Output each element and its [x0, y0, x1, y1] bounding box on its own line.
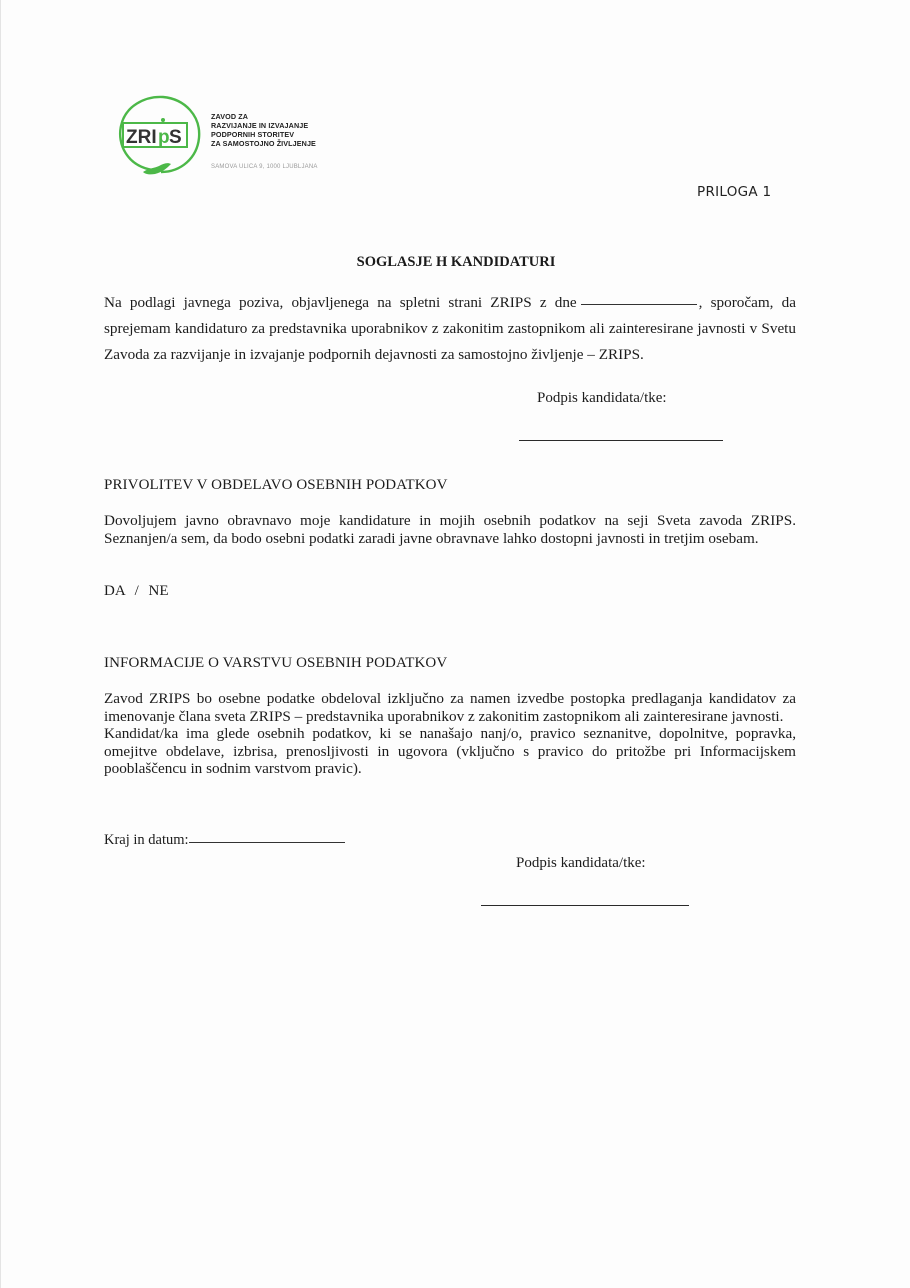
choice-no[interactable]: NE — [148, 583, 169, 599]
signature-line-2[interactable] — [481, 905, 689, 906]
signature-label-2: Podpis kandidata/tke: — [516, 855, 646, 871]
data-protection-heading: INFORMACIJE O VARSTVU OSEBNIH PODATKOV — [104, 655, 448, 671]
place-date-blank[interactable] — [189, 841, 345, 843]
logo-address: SAMOVA ULICA 9, 1000 LJUBLJANA — [211, 164, 318, 170]
date-blank-field[interactable] — [581, 303, 697, 305]
logo-line: RAZVIJANJE IN IZVAJANJE — [211, 121, 309, 130]
data-protection-text-1: Zavod ZRIPS bo osebne podatke obdeloval izključno za namen izvedbe postopka predlaganja kandidatov za imenovanje člana sveta ZRIPS – predstavnika uporabnikov z zakonitim zastopnikom ali zainteresirane javnosti. — [104, 690, 796, 725]
choice-separator: / — [134, 583, 139, 599]
svg-text:S: S — [169, 127, 182, 148]
data-protection-text-2: Kandidat/ka ima glede osebnih podatkov, ki se nanašajo nanj/o, pravico seznanitve, dopolnitve, popravka, omejitve obdelave, izbrisa, prenosljivosti in ugovora (vključno s pravico do pritožbe pri Informacijskem pooblaščencu in sodnim varstvom pravic). — [104, 725, 796, 777]
signature-line-1[interactable] — [519, 440, 723, 441]
logo-line: ZA SAMOSTOJNO ŽIVLJENJE — [211, 139, 316, 148]
place-date-field — [104, 832, 345, 849]
place-date-label: Kraj in datum: — [104, 832, 189, 848]
privacy-consent-heading: PRIVOLITEV V OBDELAVO OSEBNIH PODATKOV — [104, 477, 448, 493]
logo-line: PODPORNIH STORITEV — [211, 130, 295, 139]
zrips-logo — [115, 92, 345, 182]
annex-label: PRILOGA 1 — [697, 184, 772, 200]
logo-line: ZAVOD ZA — [211, 112, 248, 121]
svg-text:p: p — [158, 127, 170, 148]
svg-text:ZRI: ZRI — [126, 127, 157, 148]
choice-yes[interactable]: DA — [104, 583, 125, 599]
privacy-consent-text: Dovoljujem javno obravnavo moje kandidature in mojih osebnih podatkov na seji Sveta zavoda ZRIPS. Seznanjen/a sem, da bodo osebni podatki zaradi javne obravnave lahko dostopni javnosti in tretjim osebam. — [104, 512, 796, 547]
signature-label-1: Podpis kandidata/tke: — [537, 390, 667, 406]
data-protection-text — [104, 690, 796, 778]
consent-choice — [104, 583, 169, 600]
logo-org-name — [211, 112, 316, 148]
zrips-logo-mark-icon — [115, 92, 205, 182]
document-title: SOGLASJE H KANDIDATURI — [356, 254, 556, 270]
consent-text-end: , sporočam, da sprejemam kandidaturo za predstavnika uporabnikov z zakonitim zastopnikom ali zainteresirane javnosti v Svetu Zavoda za razvijanje in izvajanje podpornih dejavnosti za samostojno življenje – ZRIPS. — [104, 294, 796, 363]
consent-text-start: Na podlagi javnega poziva, objavljenega na spletni strani ZRIPS z dne — [104, 294, 577, 311]
consent-paragraph — [104, 290, 796, 368]
